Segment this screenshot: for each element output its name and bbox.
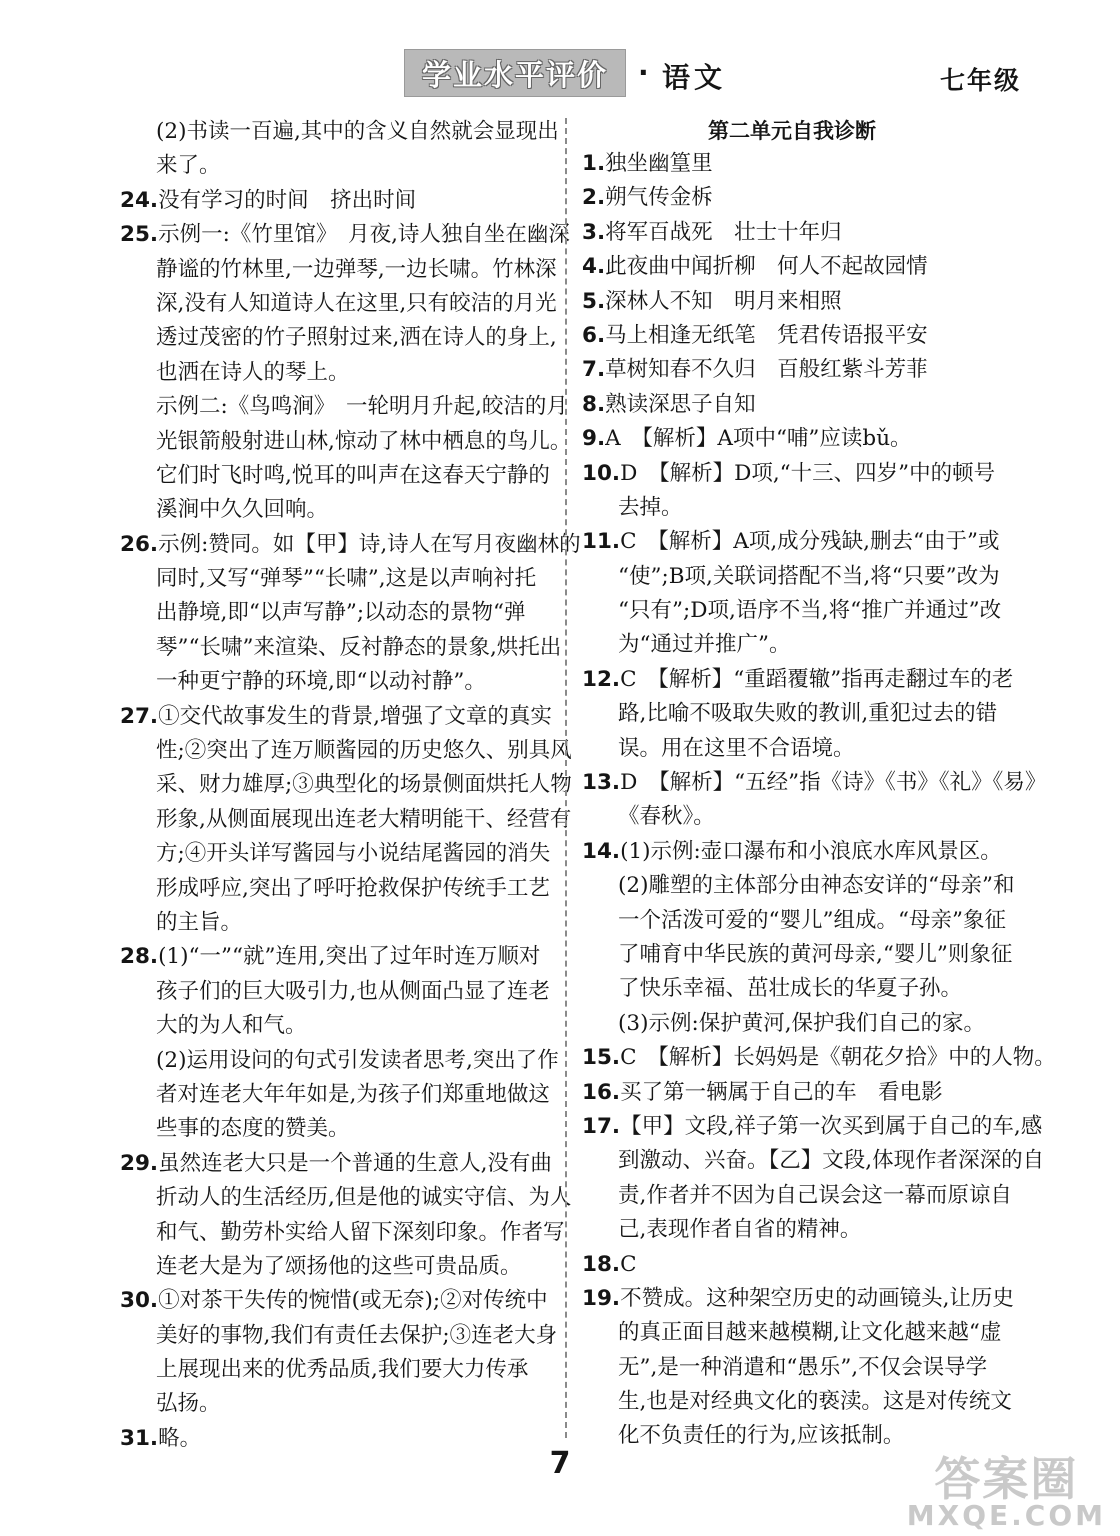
answer-line — [120, 665, 550, 699]
answer-text: 己,表现作者自省的精神。 — [618, 1217, 862, 1243]
answer-text: D 【解析】D项,“十三、四岁”中的顿号 — [620, 460, 996, 486]
answer-text: 无”,是一种消遣和“愚乐”,不仅会误导学 — [618, 1354, 988, 1380]
answer-line — [582, 938, 1013, 972]
question-number: 27. — [120, 703, 159, 729]
answer-text: 虽然连老大只是一个普通的生意人,没有曲 — [158, 1150, 552, 1176]
answer-line — [582, 181, 1002, 215]
answer-text: (2)运用设问的句式引发读者思考,突出了作 — [156, 1047, 559, 1073]
answer-line — [582, 1041, 1056, 1075]
answer-text: 采、财力雄厚;③典型化的场景侧面烘托人物 — [156, 772, 572, 798]
answer-line — [120, 975, 550, 1009]
answer-line — [120, 768, 572, 802]
answer-line — [120, 1284, 550, 1318]
watermark-logo — [906, 1452, 1106, 1532]
answer-line — [582, 1316, 1002, 1350]
answer-line — [582, 422, 1002, 456]
watermark-cn: 答案圈 — [934, 1452, 1079, 1506]
answer-line — [120, 115, 559, 149]
answer-line — [582, 216, 1002, 250]
answer-line — [120, 1353, 550, 1387]
answer-line — [120, 906, 550, 940]
answer-text: 孩子们的巨大吸引力,也从侧面凸显了连老 — [156, 978, 550, 1004]
answer-text: 的主旨。 — [156, 909, 243, 935]
answer-line — [120, 528, 581, 562]
answer-line — [120, 1044, 559, 1078]
answer-line — [582, 594, 1002, 628]
answer-line — [120, 425, 572, 459]
question-number: 26. — [120, 531, 159, 557]
question-number: 16. — [582, 1079, 621, 1105]
question-number: 29. — [120, 1150, 159, 1176]
answer-line — [582, 1385, 1012, 1419]
question-number: 31. — [120, 1425, 159, 1451]
answer-line — [582, 1213, 1002, 1247]
answer-text: “使”;B项,关联词搭配不当,将“只要”改为 — [618, 563, 1000, 589]
answer-line — [120, 390, 568, 424]
answer-line — [582, 800, 1002, 834]
header-grade: 七年级 — [940, 66, 1022, 95]
answer-text: 琴”“长啸”来渲染、反衬静态的景象,烘托出 — [156, 634, 562, 660]
answer-line — [582, 766, 1047, 800]
watermark-url: MXQE.COM — [906, 1499, 1106, 1532]
answer-text: 透过茂密的竹子照射过来,洒在诗人的身上, — [156, 325, 557, 351]
page-number: 7 — [549, 1446, 571, 1481]
answer-text: 示例二:《鸟鸣涧》 一轮明月升起,皎洁的月 — [156, 394, 568, 420]
right-answers — [582, 147, 1056, 1454]
answer-line — [120, 700, 550, 734]
answer-text: 上展现出来的优秀品质,我们要大力传承 — [156, 1357, 529, 1383]
answer-text: 去掉。 — [618, 494, 683, 520]
question-number: 8. — [582, 391, 606, 417]
answer-line — [582, 663, 1014, 697]
answer-text: A 【解析】A项中“哺”应读bǔ。 — [605, 426, 912, 452]
question-number: 19. — [582, 1285, 621, 1311]
answer-line — [120, 837, 550, 871]
answer-text: 草树知春不久归 百般红紫斗芳菲 — [605, 357, 928, 383]
answer-text: C 【解析】长妈妈是《朝花夕拾》中的人物。 — [620, 1045, 1056, 1071]
answer-line — [582, 1076, 1002, 1110]
answer-text: 独坐幽篁里 — [605, 151, 713, 176]
answer-line — [120, 562, 550, 596]
answer-text: 折动人的生活经历,但是他的诚实守信、为人 — [156, 1185, 572, 1211]
answer-line — [582, 1282, 1014, 1316]
answer-text: 深林人不知 明月来相照 — [605, 288, 842, 314]
answer-text: ①对茶干失传的惋惜(或无奈);②对传统中 — [158, 1288, 548, 1314]
answer-text: 此夜曲中闻折柳 何人不起故园情 — [605, 254, 928, 280]
header-series: 学业水平评价 — [421, 57, 608, 92]
answer-text: 也洒在诗人的琴上。 — [156, 359, 350, 385]
answer-line — [120, 1250, 550, 1284]
answer-line — [120, 218, 570, 252]
question-number: 28. — [120, 944, 159, 970]
answer-text: 弘扬。 — [156, 1391, 221, 1417]
question-number: 1. — [582, 151, 606, 176]
answer-line — [582, 869, 1015, 903]
answer-line — [582, 697, 1002, 731]
answer-line — [582, 1351, 1002, 1385]
answer-line — [582, 560, 1002, 594]
answer-text: 大的为人和气。 — [156, 1013, 307, 1039]
answer-text: 了快乐幸福、茁壮成长的华夏子孙。 — [618, 976, 963, 1002]
answer-text: 出静境,即“以声写静”;以动态的景物“弹 — [156, 600, 526, 626]
answer-line — [582, 491, 1002, 525]
right-column — [582, 115, 1056, 1454]
answer-line — [120, 596, 550, 630]
answer-line — [582, 1248, 1002, 1282]
answer-line — [582, 353, 1002, 387]
answer-text: D 【解析】“五经”指《诗》《书》《礼》《易》 — [620, 770, 1047, 796]
answer-text: 一个活泼可爱的“婴儿”组成。“母亲”象征 — [618, 907, 1006, 933]
answer-text: 了哺育中华民族的黄河母亲,“婴儿”则象征 — [618, 941, 1013, 967]
answer-line — [582, 1144, 1045, 1178]
answer-line — [120, 287, 557, 321]
question-number: 3. — [582, 219, 606, 245]
question-number: 14. — [582, 838, 621, 864]
answer-text: 的真正面目越来越模糊,让文化越来越“虚 — [618, 1320, 1002, 1346]
answer-text: 生,也是对经典文化的亵渎。这是对传统文 — [618, 1389, 1012, 1415]
answer-text: (1)“一”“就”连用,突出了过年时连万顺对 — [158, 944, 541, 970]
answer-text: 溪涧中久久回响。 — [156, 497, 329, 523]
left-column — [120, 115, 581, 1456]
answer-text: 光银箭般射进山林,惊动了林中栖息的鸟儿。 — [156, 428, 572, 454]
question-number: 7. — [582, 357, 606, 383]
question-number: 13. — [582, 770, 621, 796]
answer-text: “只有”;D项,语序不当,将“推广并通过”改 — [618, 598, 1002, 624]
answer-line — [120, 1181, 572, 1215]
answer-line — [120, 321, 557, 355]
answer-text: 朔气传金柝 — [605, 185, 713, 211]
answer-line — [120, 631, 562, 665]
answer-text: C — [620, 1251, 637, 1277]
answer-line — [582, 732, 1002, 766]
column-divider — [565, 118, 567, 1438]
answer-line — [120, 872, 550, 906]
answer-line — [582, 388, 1002, 422]
question-number: 2. — [582, 185, 606, 211]
question-number: 9. — [582, 426, 606, 452]
answer-line — [120, 459, 550, 493]
answer-text: 示例一:《竹里馆》 月夜,诗人独自坐在幽深 — [158, 222, 570, 248]
answer-text: 美好的事物,我们有责任去保护;③连老大身 — [156, 1322, 558, 1348]
answer-line — [582, 457, 1002, 491]
answer-line — [582, 628, 1002, 662]
answer-text: 责,作者并不因为自己误会这一幕而原谅自 — [618, 1182, 1012, 1208]
answer-text: 不赞成。这种架空历史的动画镜头,让历史 — [620, 1285, 1014, 1311]
question-number: 25. — [120, 222, 159, 248]
answer-line — [582, 972, 1002, 1006]
answer-line — [582, 1007, 1002, 1041]
answer-text: 些事的态度的赞美。 — [156, 1116, 350, 1142]
answer-text: 马上相逢无纸笔 凭君传语报平安 — [605, 322, 928, 348]
answer-text: 来了。 — [156, 153, 221, 179]
answer-text: 同时,又写“弹琴”“长啸”,这是以声响衬托 — [156, 566, 537, 592]
question-number: 4. — [582, 254, 606, 280]
answer-text: 将军百战死 壮士十年归 — [605, 219, 842, 245]
answer-text: 静谧的竹林里,一边弹琴,一边长啸。竹林深 — [156, 256, 557, 282]
question-number: 30. — [120, 1288, 159, 1314]
answer-line — [120, 1216, 565, 1250]
answer-text: 到激动、兴奋。【乙】文段,体现作者深深的自 — [618, 1148, 1045, 1174]
answer-line — [120, 253, 557, 287]
question-number: 10. — [582, 460, 621, 486]
answer-line — [582, 1179, 1012, 1213]
answer-text: C 【解析】A项,成分残缺,删去“由于”或 — [620, 529, 1000, 555]
answer-text: 没有学习的时间 挤出时间 — [158, 187, 417, 213]
answer-line — [582, 835, 1002, 869]
section-title: 第二单元自我诊断 — [708, 119, 876, 143]
answer-text: 连老大是为了颂扬他的这些可贵品质。 — [156, 1253, 522, 1279]
answer-line — [582, 525, 1002, 559]
answer-text: (3)示例:保护黄河,保护我们自己的家。 — [618, 1010, 986, 1036]
answer-text: 《春秋》。 — [618, 804, 715, 830]
answer-line — [120, 734, 572, 768]
answer-text: 和气、勤劳朴实给人留下深刻印象。作者写 — [156, 1219, 565, 1245]
answer-text: 性;②突出了连万顺酱园的历史悠久、别具风 — [156, 738, 572, 764]
answer-line — [120, 940, 550, 974]
question-number: 18. — [582, 1251, 621, 1277]
answer-text: (1)示例:壶口瀑布和小浪底水库风景区。 — [620, 838, 1002, 864]
question-number: 11. — [582, 529, 621, 555]
answer-text: 者对连老大年年如是,为孩子们郑重地做这 — [156, 1081, 550, 1107]
answer-text: 形成呼应,突出了呼吁抢救保护传统手工艺 — [156, 875, 550, 901]
answer-line — [582, 285, 1002, 319]
header-subject: 语文 — [662, 61, 727, 94]
answer-line — [582, 904, 1006, 938]
answer-text: 深,没有人知道诗人在这里,只有皎洁的月光 — [156, 290, 557, 316]
answer-text: 熟读深思子自知 — [605, 391, 756, 417]
answer-line — [120, 1147, 550, 1181]
answer-text: (2)书读一百遍,其中的含义自然就会显现出 — [156, 119, 559, 144]
question-number: 5. — [582, 288, 606, 314]
answer-line — [120, 149, 550, 183]
answer-text: 【甲】文段,祥子第一次买到属于自己的车,感 — [620, 1113, 1043, 1139]
answer-line — [582, 319, 1002, 353]
question-number: 15. — [582, 1045, 621, 1071]
answer-line — [120, 1078, 550, 1112]
question-number: 6. — [582, 322, 606, 348]
answer-text: 略。 — [158, 1425, 202, 1451]
answer-line — [120, 356, 550, 390]
answer-text: 一种更宁静的环境,即“以动衬静”。 — [156, 669, 486, 695]
header-dot: · — [638, 56, 649, 89]
answer-line — [120, 1387, 550, 1421]
answer-text: 化不负责任的行为,应该抵制。 — [618, 1423, 905, 1449]
answer-text: 示例:赞同。如【甲】诗,诗人在写月夜幽林的 — [158, 531, 581, 557]
question-number: 17. — [582, 1113, 621, 1139]
answer-line — [120, 1319, 558, 1353]
answer-text: 方;④开头详写酱园与小说结尾酱园的消失 — [156, 841, 551, 867]
question-number: 24. — [120, 187, 159, 213]
answer-text: 它们时飞时鸣,悦耳的叫声在这春天宁静的 — [156, 462, 550, 488]
answer-text: 形象,从侧面展现出连老大精明能干、经营有 — [156, 806, 572, 832]
answer-text: 买了第一辆属于自己的车 看电影 — [620, 1079, 943, 1105]
answer-line — [582, 1110, 1043, 1144]
answer-text: 为“通过并推广”。 — [618, 632, 791, 658]
answer-text: 误。用在这里不合语境。 — [618, 735, 855, 761]
answer-line — [120, 803, 572, 837]
answer-text: 路,比喻不吸取失败的教训,重犯过去的错 — [618, 701, 998, 727]
answer-text: (2)雕塑的主体部分由神态安详的“母亲”和 — [618, 873, 1015, 899]
answer-line — [120, 1009, 550, 1043]
answer-line — [120, 184, 550, 218]
header-series-box — [404, 49, 626, 97]
question-number: 12. — [582, 666, 621, 692]
answer-text: ①交代故事发生的背景,增强了文章的真实 — [158, 703, 552, 729]
answer-line — [120, 1112, 550, 1146]
answer-line — [582, 250, 1002, 284]
answer-text: C 【解析】“重蹈覆辙”指再走翻过车的老 — [620, 666, 1014, 692]
answer-line — [120, 493, 550, 527]
answer-line — [582, 147, 1002, 181]
